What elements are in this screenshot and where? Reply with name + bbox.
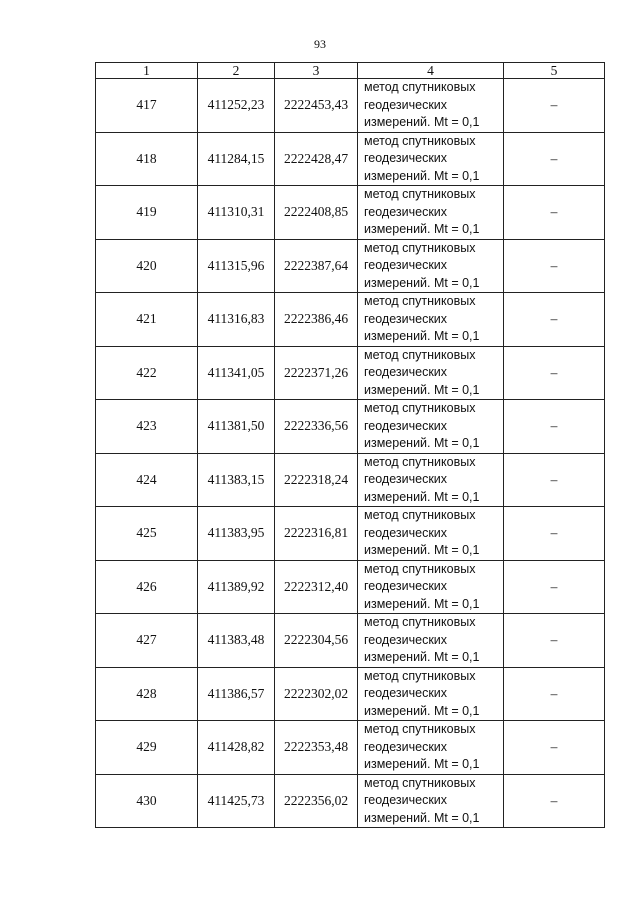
note-cell: – xyxy=(504,293,605,347)
coordinate-x: 411310,31 xyxy=(198,186,275,240)
method-line-3: измерений. Mt = 0,1 xyxy=(364,596,480,611)
method-line-1: метод спутниковых xyxy=(364,347,476,362)
note-cell: – xyxy=(504,239,605,293)
measurement-method xyxy=(358,239,504,293)
table-header-row xyxy=(96,63,605,79)
point-number: 421 xyxy=(96,293,198,347)
coordinate-y: 2222304,56 xyxy=(275,614,358,668)
note-cell: – xyxy=(504,400,605,454)
measurement-method xyxy=(358,721,504,775)
table-row xyxy=(96,507,605,561)
point-number: 426 xyxy=(96,560,198,614)
note-cell: – xyxy=(504,667,605,721)
method-line-2: геодезических xyxy=(364,739,448,754)
table-row xyxy=(96,79,605,133)
table-row xyxy=(96,614,605,668)
method-line-3: измерений. Mt = 0,1 xyxy=(364,329,480,343)
measurement-method xyxy=(358,507,504,561)
column-header-2: 2 xyxy=(198,63,275,79)
method-line-3: измерений. Mt = 0,1 xyxy=(364,489,480,504)
note-cell: – xyxy=(504,132,605,186)
table-row xyxy=(96,774,605,828)
note-cell: – xyxy=(504,507,605,561)
method-line-3: измерений. Mt = 0,1 xyxy=(364,703,480,718)
note-cell: – xyxy=(504,614,605,668)
method-line-2: геодезических xyxy=(364,151,448,165)
point-number: 420 xyxy=(96,239,198,293)
column-header-3: 3 xyxy=(275,63,358,79)
method-line-2: геодезических xyxy=(364,418,448,433)
point-number: 430 xyxy=(96,774,198,828)
table-row xyxy=(96,346,605,400)
point-number: 418 xyxy=(96,132,198,186)
method-line-3: измерений. Mt = 0,1 xyxy=(364,650,480,664)
point-number: 424 xyxy=(96,453,198,507)
coordinate-y: 2222318,24 xyxy=(275,453,358,507)
page-number: 93 xyxy=(314,37,326,51)
method-line-2: геодезических xyxy=(364,258,448,272)
measurement-method xyxy=(358,132,504,186)
coordinate-x: 411425,73 xyxy=(198,774,275,828)
column-header-5: 5 xyxy=(504,63,605,79)
measurement-method xyxy=(358,79,504,133)
note-cell: – xyxy=(504,774,605,828)
coordinate-x: 411381,50 xyxy=(198,400,275,454)
method-line-3: измерений. Mt = 0,1 xyxy=(364,436,480,450)
note-cell: – xyxy=(504,186,605,240)
measurement-method xyxy=(358,346,504,400)
point-number: 427 xyxy=(96,614,198,668)
note-cell: – xyxy=(504,721,605,775)
table-row xyxy=(96,560,605,614)
method-line-1: метод спутниковых xyxy=(364,561,476,576)
method-line-3: измерений. Mt = 0,1 xyxy=(364,382,480,397)
coordinate-x: 411383,95 xyxy=(198,507,275,561)
coordinate-y: 2222312,40 xyxy=(275,560,358,614)
method-line-2: геодезических xyxy=(364,632,448,647)
coordinate-y: 2222356,02 xyxy=(275,774,358,828)
coordinate-x: 411389,92 xyxy=(198,560,275,614)
method-line-2: геодезических xyxy=(364,311,448,326)
coordinate-y: 2222371,26 xyxy=(275,346,358,400)
coordinate-x: 411316,83 xyxy=(198,293,275,347)
coordinate-x: 411386,57 xyxy=(198,667,275,721)
method-line-1: метод спутниковых xyxy=(364,508,476,522)
method-line-1: метод спутниковых xyxy=(364,133,476,148)
method-line-2: геодезических xyxy=(364,686,448,700)
method-line-2: геодезических xyxy=(364,365,448,379)
note-cell: – xyxy=(504,560,605,614)
coordinate-x: 411315,96 xyxy=(198,239,275,293)
coordinate-y: 2222428,47 xyxy=(275,132,358,186)
table-row xyxy=(96,186,605,240)
table-row xyxy=(96,667,605,721)
measurement-method xyxy=(358,667,504,721)
measurement-method xyxy=(358,774,504,828)
method-line-2: геодезических xyxy=(364,472,448,486)
method-line-1: метод спутниковых xyxy=(364,240,476,255)
table-row xyxy=(96,400,605,454)
method-line-3: измерений. Mt = 0,1 xyxy=(364,543,480,557)
method-line-1: метод спутниковых xyxy=(364,187,476,201)
coordinate-y: 2222302,02 xyxy=(275,667,358,721)
coordinate-y: 2222336,56 xyxy=(275,400,358,454)
coordinate-x: 411341,05 xyxy=(198,346,275,400)
column-header-1: 1 xyxy=(96,63,198,79)
method-line-1: метод спутниковых xyxy=(364,80,476,94)
measurement-method xyxy=(358,186,504,240)
point-number: 425 xyxy=(96,507,198,561)
coordinate-x: 411383,48 xyxy=(198,614,275,668)
method-line-1: метод спутниковых xyxy=(364,401,476,415)
measurement-method xyxy=(358,614,504,668)
point-number: 419 xyxy=(96,186,198,240)
method-line-2: геодезических xyxy=(364,204,448,219)
method-line-1: метод спутниковых xyxy=(364,775,476,790)
note-cell: – xyxy=(504,79,605,133)
table-row xyxy=(96,132,605,186)
coordinate-x: 411428,82 xyxy=(198,721,275,775)
coordinate-y: 2222387,64 xyxy=(275,239,358,293)
coordinate-x: 411383,15 xyxy=(198,453,275,507)
method-line-3: измерений. Mt = 0,1 xyxy=(364,115,480,129)
method-line-2: геодезических xyxy=(364,97,448,112)
table-row xyxy=(96,239,605,293)
method-line-1: метод спутниковых xyxy=(364,668,476,683)
method-line-3: измерений. Mt = 0,1 xyxy=(364,168,480,183)
method-line-2: геодезических xyxy=(364,525,448,540)
column-header-4: 4 xyxy=(358,63,504,79)
method-line-1: метод спутниковых xyxy=(364,454,476,469)
measurement-method xyxy=(358,400,504,454)
measurement-method xyxy=(358,293,504,347)
coordinate-x: 411284,15 xyxy=(198,132,275,186)
coordinates-table xyxy=(95,62,605,828)
point-number: 428 xyxy=(96,667,198,721)
method-line-3: измерений. Mt = 0,1 xyxy=(364,275,480,290)
method-line-3: измерений. Mt = 0,1 xyxy=(364,222,480,236)
point-number: 422 xyxy=(96,346,198,400)
point-number: 417 xyxy=(96,79,198,133)
coordinate-x: 411252,23 xyxy=(198,79,275,133)
note-cell: – xyxy=(504,453,605,507)
coordinate-y: 2222408,85 xyxy=(275,186,358,240)
method-line-1: метод спутниковых xyxy=(364,294,476,308)
point-number: 429 xyxy=(96,721,198,775)
method-line-3: измерений. Mt = 0,1 xyxy=(364,810,480,825)
measurement-method xyxy=(358,453,504,507)
table-row xyxy=(96,721,605,775)
point-number: 423 xyxy=(96,400,198,454)
method-line-1: метод спутниковых xyxy=(364,722,476,736)
measurement-method xyxy=(358,560,504,614)
coordinate-y: 2222316,81 xyxy=(275,507,358,561)
coordinate-y: 2222453,43 xyxy=(275,79,358,133)
coordinate-y: 2222386,46 xyxy=(275,293,358,347)
note-cell: – xyxy=(504,346,605,400)
method-line-2: геодезических xyxy=(364,793,448,807)
coordinate-y: 2222353,48 xyxy=(275,721,358,775)
method-line-1: метод спутниковых xyxy=(364,615,476,629)
table-row xyxy=(96,453,605,507)
method-line-3: измерений. Mt = 0,1 xyxy=(364,757,480,771)
table-body xyxy=(96,79,605,828)
table-row xyxy=(96,293,605,347)
method-line-2: геодезических xyxy=(364,579,448,593)
